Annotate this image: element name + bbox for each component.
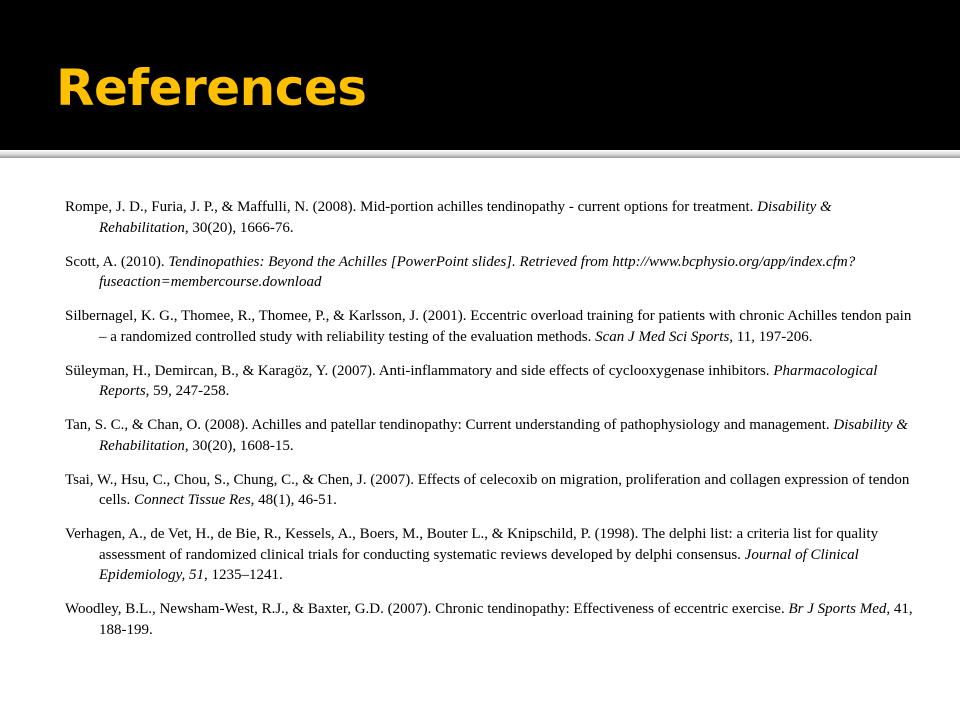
reference-citation: , 11, 197-206. — [729, 328, 813, 345]
reference-item — [65, 361, 915, 402]
reference-text: Scott, A. (2010). — [65, 253, 169, 270]
reference-item — [65, 599, 915, 640]
reference-item — [65, 415, 915, 456]
reference-source: Br J Sports Med — [788, 601, 887, 617]
reference-item — [65, 306, 915, 347]
reference-item — [65, 252, 915, 293]
slide-title: References — [56, 59, 367, 117]
reference-item — [65, 470, 915, 511]
reference-text: Rompe, J. D., Furia, J. P., & Maffulli, N. (2008). Mid-portion achilles tendinopathy - current options for treatment. — [65, 199, 758, 215]
reference-source: Disability & Rehabilitation — [99, 417, 908, 454]
header-divider — [0, 150, 960, 158]
reference-citation: , 1235–1241. — [204, 567, 283, 583]
reference-item — [65, 197, 915, 238]
reference-citation: , 30(20), 1608-15. — [184, 437, 294, 454]
reference-text: Tsai, W., Hsu, C., Chou, S., Chung, C., & Chen, J. (2007). Effects of celecoxib on migration, proliferation and collagen expression of tendon cells. — [65, 471, 910, 508]
reference-source: Disability & Rehabilitation — [99, 199, 832, 236]
reference-text: Silbernagel, K. G., Thomee, R., Thomee, P., & Karlsson, J. (2001). Eccentric overload training for patients with chronic Achilles tendon pain – a randomized controlled study with reliability testing of the evaluation methods. — [65, 308, 912, 345]
reference-text: Süleyman, H., Demircan, B., & Karagöz, Y. (2007). Anti-inflammatory and side effects of cyclooxygenase inhibitors. — [65, 362, 774, 379]
title-bar — [0, 0, 960, 152]
reference-text: Tan, S. C., & Chan, O. (2008). Achilles and patellar tendinopathy: Current understanding of pathophysiology and management. — [65, 417, 834, 433]
reference-citation: , 30(20), 1666-76. — [184, 219, 294, 236]
reference-list — [65, 197, 915, 654]
reference-text: Woodley, B.L., Newsham-West, R.J., & Baxter, G.D. (2007). Chronic tendinopathy: Effectiveness of eccentric exercise. — [65, 601, 789, 617]
reference-citation: , 48(1), 46-51. — [250, 492, 337, 508]
reference-source: Connect Tissue Res — [134, 492, 251, 508]
reference-citation: , 41, 188-199. — [99, 601, 913, 638]
reference-text: Verhagen, A., de Vet, H., de Bie, R., Kessels, A., Boers, M., Bouter L., & Knipschild, P. (1998). The delphi list: a criteria list for quality assessment of randomized clinical trials for conducting systematic reviews developed by delphi consensus. — [65, 526, 879, 563]
reference-source: Scan J Med Sci Sports — [595, 328, 730, 345]
reference-citation: , 59, 247-258. — [145, 383, 230, 399]
reference-source: Tendinopathies: Beyond the Achilles [PowerPoint slides]. Retrieved from http://www.bcphysio.org/app/index.cfm?fuseaction=membercourse.download — [99, 253, 856, 290]
reference-source: Journal of Clinical Epidemiology, 51 — [99, 546, 859, 583]
reference-item — [65, 524, 915, 586]
reference-source: Pharmacological Reports — [99, 362, 878, 399]
